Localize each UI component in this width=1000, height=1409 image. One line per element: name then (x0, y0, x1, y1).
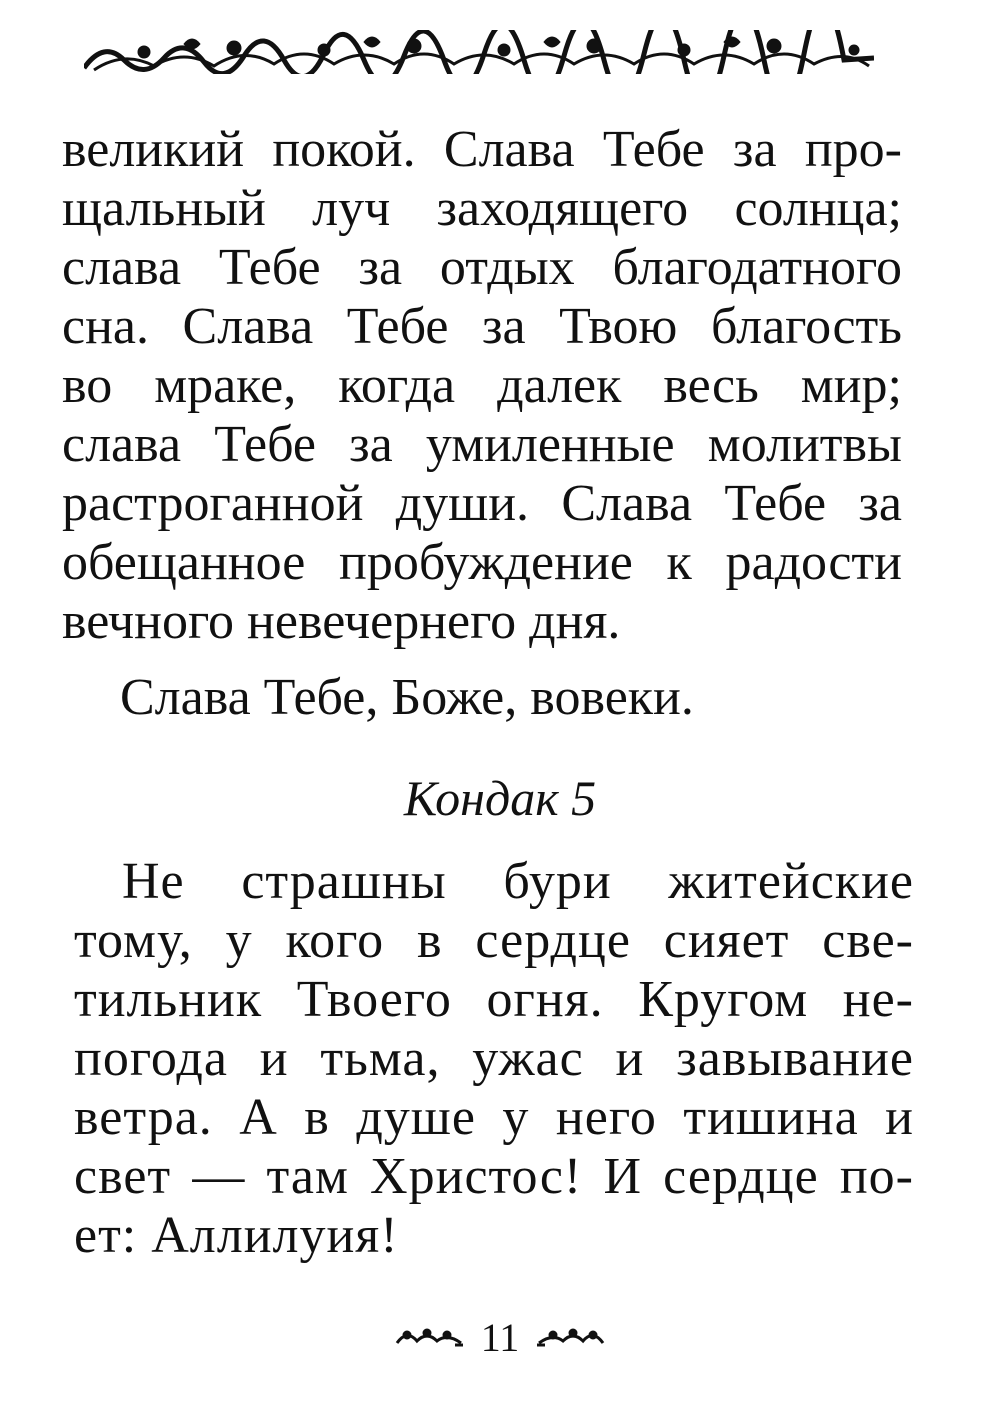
text-line: тильник Твоего огня. Кругом не- (74, 971, 914, 1028)
text-line: ветра. А в душе у него тишина и (74, 1089, 914, 1146)
text-line: слава Тебе за умиленные молитвы (62, 416, 902, 473)
page-number: 11 (480, 1314, 520, 1360)
floral-flourish-icon (535, 1325, 605, 1351)
page-footer (0, 1312, 1000, 1360)
text-line: во мраке, когда далек весь мир; (62, 357, 902, 414)
text-line: великий покой. Слава Тебе за про- (62, 121, 902, 178)
text-line: обещанное пробуждение к радости (62, 534, 902, 591)
section-heading: Кондак 5 (403, 770, 597, 826)
text-line: сна. Слава Тебе за Твою благость (62, 298, 902, 355)
paragraph-continuation (62, 120, 922, 651)
text-line: свет — там Христос! И сердце по- (74, 1148, 914, 1205)
floral-flourish-icon (395, 1325, 465, 1351)
paragraph-kondak (74, 852, 924, 1265)
text-line: ет: Аллилуия! (74, 1207, 399, 1264)
floral-ornament-band-icon (84, 30, 874, 74)
refrain: Слава Тебе, Боже, вовеки. (120, 669, 694, 726)
text-line: погода и тьма, ужас и завывание (74, 1030, 914, 1087)
text-line: тому, у кого в сердце сияет све- (74, 912, 914, 969)
text-line: Не страшны бури житейские (122, 853, 914, 910)
text-line: растроганной души. Слава Тебе за (62, 475, 902, 532)
text-line: вечного невечернего дня. (62, 593, 621, 650)
text-line: слава Тебе за отдых благодатного (62, 239, 902, 296)
text-line: щальный луч заходящего солнца; (62, 180, 902, 237)
